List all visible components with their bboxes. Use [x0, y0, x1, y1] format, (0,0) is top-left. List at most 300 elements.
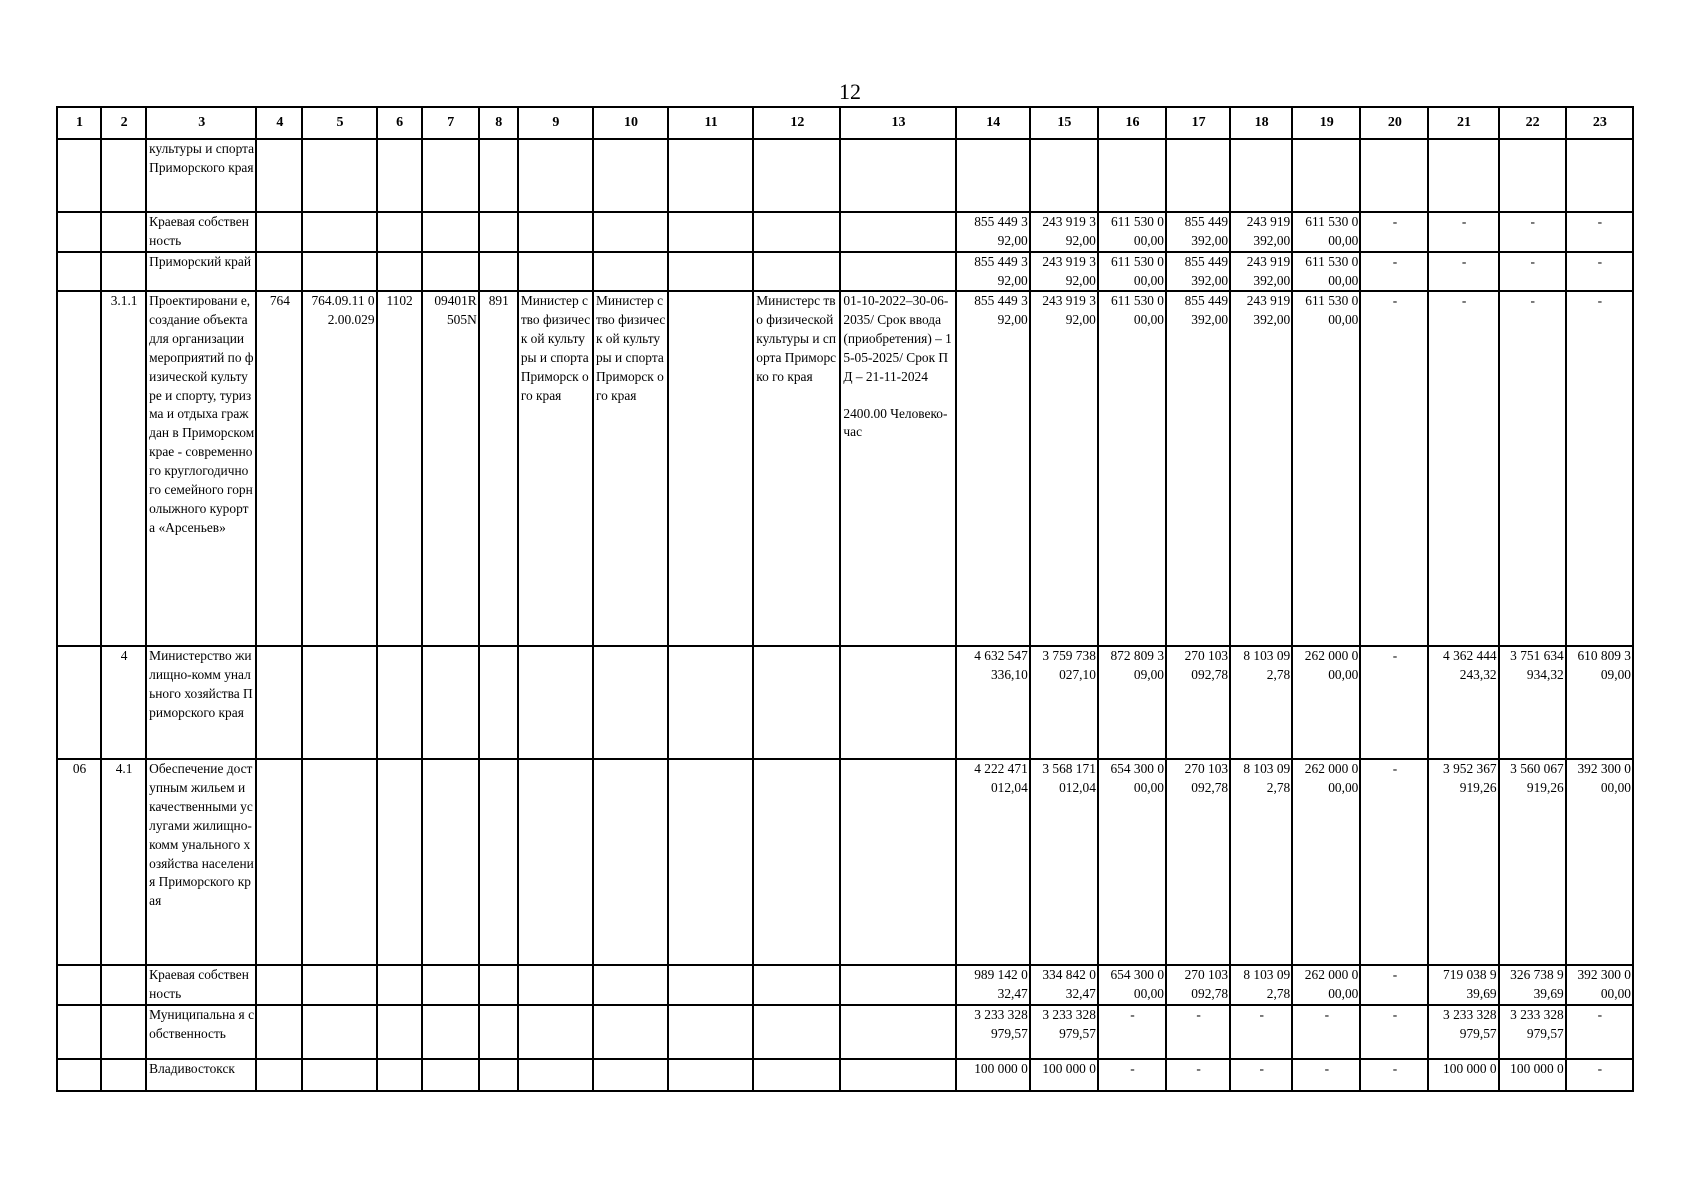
cell-col-6	[377, 1059, 422, 1091]
cell-col-13	[840, 1005, 955, 1059]
cell-col-19	[1292, 212, 1360, 252]
cell-col-7	[422, 1005, 479, 1059]
cell-line: 39,69	[1533, 985, 1564, 1001]
cell-line: 392,00	[1191, 272, 1229, 288]
cell-line: 654 300 0	[1110, 967, 1165, 982]
cell-col-4	[256, 965, 302, 1005]
cell-col-6	[377, 252, 422, 291]
cell-col-15	[1030, 646, 1098, 759]
cell-col-21	[1428, 965, 1498, 1005]
table-row	[57, 965, 1633, 1005]
cell-col-11	[668, 759, 753, 965]
cell-col-11	[668, 646, 753, 759]
cell-col-7	[422, 646, 479, 759]
cell-col-4	[256, 1059, 302, 1091]
cell-col-13	[840, 759, 955, 965]
cell-col-15	[1030, 252, 1098, 291]
cell-line: 8 103 09	[1243, 761, 1291, 776]
cell-col-1	[57, 646, 101, 759]
cell-col-23	[1566, 139, 1633, 212]
cell-col-17	[1166, 1005, 1230, 1059]
cell-col-21	[1428, 646, 1498, 759]
cell-line: 3 759 738	[1042, 648, 1096, 663]
cell-col-4	[256, 139, 302, 212]
cell-col-9	[518, 646, 593, 759]
cell-col-11	[668, 1059, 753, 1091]
cell-col-15	[1030, 1005, 1098, 1059]
cell-col-4	[256, 1005, 302, 1059]
cell-col-1	[57, 1005, 101, 1059]
cell-line: 32,47	[997, 985, 1028, 1001]
cell-col-21	[1428, 1059, 1498, 1091]
cell-line: 2400.00 Человеко-час	[843, 405, 948, 440]
cell-col-2: 4	[101, 646, 146, 759]
cell-line: 392,00	[1253, 272, 1291, 288]
table-row	[57, 291, 1633, 646]
cell-line: 979,57	[1526, 1025, 1564, 1041]
cell-line: 00,00	[1133, 985, 1165, 1001]
cell-col-12	[753, 1005, 840, 1059]
cell-col-10: Министер ство физическ ой культуры и спорта Приморск ого края	[593, 291, 668, 646]
cell-col-3: Муниципальна я собственность	[146, 1005, 256, 1059]
cell-col-10	[593, 646, 668, 759]
cell-col-16	[1098, 291, 1166, 646]
cell-col-9	[518, 139, 593, 212]
cell-line: 092,78	[1191, 985, 1229, 1001]
cell-col-14	[956, 252, 1030, 291]
cell-col-11	[668, 1005, 753, 1059]
cell-col-12	[753, 212, 840, 252]
cell-col-8	[479, 1059, 518, 1091]
column-header-15: 15	[1030, 107, 1098, 139]
cell-col-5	[302, 212, 376, 252]
cell-col-19	[1292, 252, 1360, 291]
cell-col-14	[956, 759, 1030, 965]
cell-col-12	[753, 965, 840, 1005]
cell-line: -	[1597, 1061, 1603, 1076]
cell-col-22	[1499, 139, 1566, 212]
cell-col-10	[593, 139, 668, 212]
cell-col-8	[479, 139, 518, 212]
cell-col-21	[1428, 212, 1498, 252]
cell-col-20: -	[1360, 965, 1428, 1005]
cell-col-14	[956, 646, 1030, 759]
document-table-wrapper	[56, 106, 1634, 1092]
column-header-2: 2	[101, 107, 146, 139]
cell-col-20: -	[1360, 1059, 1428, 1091]
cell-line: 100 000 0	[1443, 1061, 1497, 1076]
cell-col-22	[1499, 1059, 1566, 1091]
cell-line: 611 530 0	[1110, 293, 1165, 308]
cell-line: 3 233 328	[1042, 1007, 1096, 1022]
cell-line: 243 919 3	[1042, 254, 1096, 269]
cell-col-11	[668, 291, 753, 646]
cell-col-23	[1566, 212, 1633, 252]
cell-col-14	[956, 1059, 1030, 1091]
cell-col-3: Проектировани е, создание объекта для организации мероприятий по физической культуре и спорту, туризма и отдыха граждан в Приморском крае - современного круглогодично го семейного горнолыжного курорта «Арсеньев»	[146, 291, 256, 646]
cell-col-7	[422, 965, 479, 1005]
cell-line: 934,32	[1526, 666, 1564, 682]
cell-col-22	[1499, 1005, 1566, 1059]
cell-line: 00,00	[1328, 985, 1359, 1001]
cell-line: 2,78	[1266, 779, 1291, 795]
cell-col-12	[753, 139, 840, 212]
cell-line: 243 919 3	[1042, 214, 1096, 229]
cell-line: 243,32	[1459, 666, 1497, 682]
cell-line: -	[1597, 1007, 1603, 1022]
cell-line: -	[1324, 1061, 1330, 1076]
cell-col-7	[422, 212, 479, 252]
cell-col-13	[840, 139, 955, 212]
cell-col-9: Министер ство физическ ой культуры и спорта Приморск ого края	[518, 291, 593, 646]
cell-col-13	[840, 252, 955, 291]
cell-line: 989 142 0	[974, 967, 1028, 982]
cell-line: 336,10	[990, 666, 1028, 682]
cell-line: -	[1597, 254, 1603, 269]
cell-line: 00,00	[1600, 985, 1631, 1001]
cell-col-1	[57, 252, 101, 291]
cell-col-4	[256, 252, 302, 291]
cell-col-9	[518, 252, 593, 291]
cell-col-21	[1428, 759, 1498, 965]
cell-col-5	[302, 759, 376, 965]
cell-line: 00,00	[1328, 779, 1359, 795]
cell-col-16	[1098, 965, 1166, 1005]
cell-line: 392 300 0	[1577, 761, 1631, 776]
cell-col-23	[1566, 759, 1633, 965]
cell-line: 100 000 0	[1510, 1061, 1564, 1076]
cell-col-8	[479, 646, 518, 759]
cell-line: 855 449	[1184, 293, 1229, 308]
cell-col-2	[101, 965, 146, 1005]
cell-line: 243 919 3	[1042, 293, 1096, 308]
cell-col-23	[1566, 646, 1633, 759]
column-header-16: 16	[1098, 107, 1166, 139]
column-header-14: 14	[956, 107, 1030, 139]
column-header-21: 21	[1428, 107, 1498, 139]
column-header-3: 3	[146, 107, 256, 139]
cell-col-20: -	[1360, 759, 1428, 965]
cell-line: 09,00	[1133, 666, 1165, 682]
cell-col-22	[1499, 291, 1566, 646]
cell-col-20: -	[1360, 252, 1428, 291]
cell-col-18	[1230, 139, 1292, 212]
cell-line: 92,00	[997, 272, 1028, 288]
cell-col-2	[101, 1059, 146, 1091]
cell-line: 2,78	[1266, 985, 1291, 1001]
cell-line: 3 952 367	[1443, 761, 1497, 776]
cell-line: 392,00	[1253, 311, 1291, 327]
cell-col-20: -	[1360, 1005, 1428, 1059]
cell-col-3: Обеспечение доступным жильем и качественными услугами жилищно-комм унального хозяйства населения Приморского края	[146, 759, 256, 965]
cell-col-2: 3.1.1	[101, 291, 146, 646]
cell-col-8	[479, 252, 518, 291]
cell-col-18	[1230, 646, 1292, 759]
cell-col-3: Приморский край	[146, 252, 256, 291]
cell-col-2	[101, 139, 146, 212]
cell-col-10	[593, 1059, 668, 1091]
cell-col-2	[101, 1005, 146, 1059]
cell-line: -	[1530, 293, 1535, 308]
cell-line: 00,00	[1600, 779, 1631, 795]
cell-col-13	[840, 1059, 955, 1091]
cell-line: 611 530 0	[1305, 254, 1359, 269]
cell-col-8	[479, 1005, 518, 1059]
cell-col-21	[1428, 1005, 1498, 1059]
column-header-11: 11	[668, 107, 753, 139]
cell-col-5	[302, 1005, 376, 1059]
cell-col-13	[840, 212, 955, 252]
cell-line: 92,00	[1065, 311, 1096, 327]
cell-col-16	[1098, 1059, 1166, 1091]
cell-col-17	[1166, 212, 1230, 252]
cell-col-14	[956, 965, 1030, 1005]
cell-line: 09,00	[1600, 666, 1631, 682]
cell-line: 00,00	[1133, 311, 1165, 327]
cell-line: 027,10	[1059, 666, 1096, 682]
cell-col-15	[1030, 759, 1098, 965]
cell-line: -	[1130, 1061, 1135, 1076]
cell-col-10	[593, 759, 668, 965]
cell-col-17	[1166, 139, 1230, 212]
cell-line: 8 103 09	[1243, 648, 1291, 663]
cell-col-7	[422, 759, 479, 965]
cell-line: 719 038 9	[1443, 967, 1497, 982]
cell-line: 392,00	[1253, 232, 1291, 248]
cell-line: 334 842 0	[1042, 967, 1096, 982]
cell-line: 262 000 0	[1304, 967, 1359, 982]
column-header-13: 13	[840, 107, 955, 139]
cell-line: 611 530 0	[1305, 214, 1359, 229]
cell-col-21	[1428, 139, 1498, 212]
cell-line: -	[1259, 1007, 1264, 1022]
cell-line: -	[1597, 214, 1603, 229]
cell-col-18	[1230, 1059, 1292, 1091]
cell-col-23	[1566, 965, 1633, 1005]
cell-col-13	[840, 965, 955, 1005]
cell-col-16	[1098, 252, 1166, 291]
cell-col-14	[956, 139, 1030, 212]
cell-col-6	[377, 965, 422, 1005]
cell-line: 00,00	[1328, 666, 1359, 682]
cell-line: 4 362 444	[1443, 648, 1497, 663]
cell-line: 00,00	[1328, 272, 1359, 288]
cell-col-19	[1292, 1059, 1360, 1091]
cell-col-8: 891	[479, 291, 518, 646]
cell-col-3: Краевая собственность	[146, 212, 256, 252]
cell-col-21	[1428, 252, 1498, 291]
column-header-6: 6	[377, 107, 422, 139]
cell-line: 855 449 3	[974, 214, 1028, 229]
cell-col-16	[1098, 139, 1166, 212]
cell-col-16	[1098, 212, 1166, 252]
cell-col-5	[302, 965, 376, 1005]
cell-line: 2,78	[1266, 666, 1291, 682]
cell-line: 3 568 171	[1042, 761, 1096, 776]
document-table	[56, 106, 1634, 1092]
cell-line: 611 530 0	[1305, 293, 1359, 308]
cell-col-15	[1030, 1059, 1098, 1091]
column-header-4: 4	[256, 107, 302, 139]
column-header-17: 17	[1166, 107, 1230, 139]
cell-col-20: -	[1360, 291, 1428, 646]
cell-col-13	[840, 291, 955, 646]
cell-col-2	[101, 212, 146, 252]
cell-col-1	[57, 291, 101, 646]
column-header-9: 9	[518, 107, 593, 139]
cell-line: -	[1259, 1061, 1264, 1076]
cell-col-11	[668, 965, 753, 1005]
cell-col-17	[1166, 646, 1230, 759]
cell-col-9	[518, 759, 593, 965]
cell-line: 8 103 09	[1243, 967, 1291, 982]
cell-col-18	[1230, 212, 1292, 252]
cell-col-14	[956, 212, 1030, 252]
cell-line: 00,00	[1328, 232, 1359, 248]
cell-line: 092,78	[1191, 666, 1229, 682]
cell-col-6	[377, 759, 422, 965]
column-header-23: 23	[1566, 107, 1633, 139]
cell-col-16	[1098, 646, 1166, 759]
cell-line: 392,00	[1191, 311, 1229, 327]
cell-line: 32,47	[1065, 985, 1096, 1001]
cell-line: 3 233 328	[1443, 1007, 1497, 1022]
cell-col-15	[1030, 139, 1098, 212]
cell-line: 611 530 0	[1110, 214, 1165, 229]
table-row	[57, 646, 1633, 759]
column-header-18: 18	[1230, 107, 1292, 139]
cell-line: 3 233 328	[974, 1007, 1028, 1022]
cell-col-17	[1166, 759, 1230, 965]
header-row	[57, 107, 1633, 139]
table-row	[57, 252, 1633, 291]
cell-col-18	[1230, 759, 1292, 965]
cell-col-23	[1566, 1005, 1633, 1059]
cell-col-10	[593, 965, 668, 1005]
cell-col-2	[101, 252, 146, 291]
cell-line: 855 449 3	[974, 293, 1028, 308]
cell-line: 872 809 3	[1110, 648, 1165, 663]
cell-col-1: 06	[57, 759, 101, 965]
cell-line: 855 449	[1184, 214, 1229, 229]
cell-col-3: Министерство жилищно-комм унального хозяйства Приморского края	[146, 646, 256, 759]
cell-col-12	[753, 759, 840, 965]
cell-col-14	[956, 291, 1030, 646]
cell-col-17	[1166, 965, 1230, 1005]
column-header-22: 22	[1499, 107, 1566, 139]
cell-col-22	[1499, 759, 1566, 965]
cell-col-6: 1102	[377, 291, 422, 646]
cell-col-15	[1030, 212, 1098, 252]
cell-col-19	[1292, 291, 1360, 646]
table-row	[57, 1059, 1633, 1091]
cell-line: 654 300 0	[1110, 761, 1165, 776]
cell-line: 262 000 0	[1304, 648, 1359, 663]
cell-line: 270 103	[1184, 967, 1229, 982]
cell-col-7	[422, 252, 479, 291]
cell-col-19	[1292, 759, 1360, 965]
cell-col-10	[593, 252, 668, 291]
cell-col-23	[1566, 252, 1633, 291]
cell-col-1	[57, 212, 101, 252]
cell-line: 919,26	[1526, 779, 1564, 795]
cell-col-10	[593, 1005, 668, 1059]
cell-col-9	[518, 1059, 593, 1091]
cell-line: 4 632 547	[974, 648, 1028, 663]
cell-line: 270 103	[1184, 761, 1229, 776]
table-row	[57, 1005, 1633, 1059]
cell-line: -	[1461, 214, 1467, 229]
cell-col-8	[479, 212, 518, 252]
cell-line: 92,00	[1065, 272, 1096, 288]
cell-line: 100 000 0	[974, 1061, 1028, 1076]
cell-col-5	[302, 646, 376, 759]
cell-col-17	[1166, 252, 1230, 291]
cell-line: 855 449 3	[974, 254, 1028, 269]
cell-col-19	[1292, 646, 1360, 759]
cell-col-18	[1230, 1005, 1292, 1059]
cell-line: 326 738 9	[1510, 967, 1564, 982]
cell-col-9	[518, 965, 593, 1005]
cell-line: 092,78	[1191, 779, 1229, 795]
cell-line: -	[1130, 1007, 1135, 1022]
table-body	[57, 139, 1633, 1091]
cell-line: 243 919	[1246, 214, 1291, 229]
cell-line: 39,69	[1466, 985, 1497, 1001]
cell-col-18	[1230, 965, 1292, 1005]
table-row	[57, 139, 1633, 212]
cell-line: 979,57	[1059, 1025, 1096, 1041]
cell-col-7	[422, 139, 479, 212]
cell-col-11	[668, 252, 753, 291]
cell-col-8	[479, 759, 518, 965]
cell-col-18	[1230, 252, 1292, 291]
cell-col-10	[593, 212, 668, 252]
cell-col-1	[57, 139, 101, 212]
cell-col-2: 4.1	[101, 759, 146, 965]
cell-line: -	[1324, 1007, 1330, 1022]
page-number: 12	[839, 79, 861, 104]
cell-col-5	[302, 139, 376, 212]
cell-col-9	[518, 1005, 593, 1059]
cell-col-12	[753, 1059, 840, 1091]
cell-col-6	[377, 1005, 422, 1059]
cell-col-6	[377, 646, 422, 759]
cell-line: 92,00	[997, 232, 1028, 248]
cell-col-13	[840, 646, 955, 759]
cell-col-20	[1360, 139, 1428, 212]
table-row	[57, 212, 1633, 252]
cell-col-22	[1499, 252, 1566, 291]
cell-line: 610 809 3	[1577, 648, 1631, 663]
cell-col-19	[1292, 1005, 1360, 1059]
column-header-8: 8	[479, 107, 518, 139]
cell-col-15	[1030, 965, 1098, 1005]
cell-line: 243 919	[1246, 293, 1291, 308]
cell-col-4	[256, 759, 302, 965]
cell-line: -	[1196, 1007, 1201, 1022]
cell-line: 4 222 471	[974, 761, 1028, 776]
column-header-10: 10	[593, 107, 668, 139]
cell-col-19	[1292, 965, 1360, 1005]
cell-col-1	[57, 1059, 101, 1091]
cell-line: 979,57	[1459, 1025, 1497, 1041]
cell-line: 01-10-2022–30-06-2035/ Срок ввода (приобретения) – 15-05-2025/ Срок ПД – 21-11-2024	[843, 293, 952, 384]
cell-col-12	[753, 252, 840, 291]
column-header-19: 19	[1292, 107, 1360, 139]
cell-col-19	[1292, 139, 1360, 212]
cell-line: -	[1530, 254, 1535, 269]
